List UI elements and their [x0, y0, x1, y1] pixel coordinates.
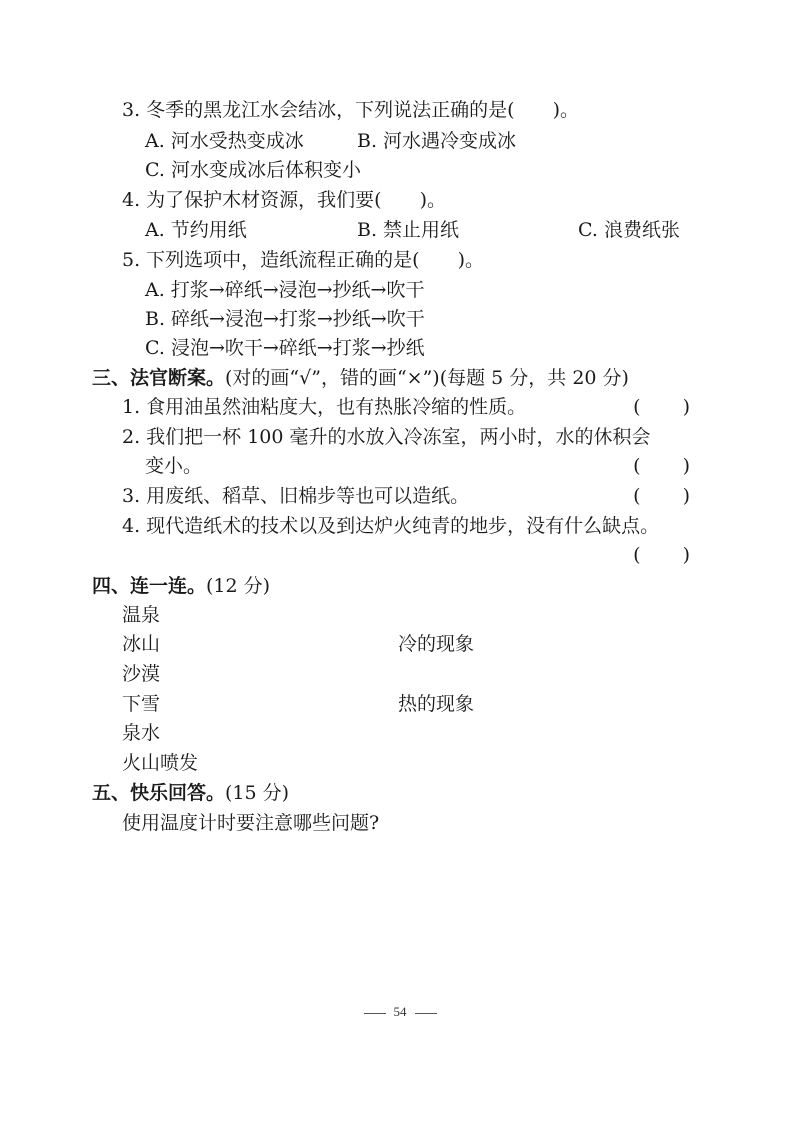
open-question: [0, 808, 800, 838]
match-left-item[interactable]: 温泉: [122, 604, 161, 626]
open-question-text: 使用温度计时要注意哪些问题?: [122, 812, 380, 834]
option-c: C. 浪费纸张: [578, 219, 680, 241]
judge-item-3: [0, 481, 800, 511]
section-score: (12 分): [206, 575, 271, 597]
question-5-option-a: [0, 275, 800, 305]
question-3-options-row: [0, 126, 800, 156]
option-c: C. 浸泡→吹干→碎纸→打浆→抄纸: [145, 337, 425, 359]
option-a: A. 打浆→碎纸→浸泡→抄纸→吹干: [145, 279, 425, 301]
match-left-item[interactable]: 火山喷发: [122, 752, 199, 774]
option-b: B. 河水遇冷变成冰: [357, 130, 517, 152]
section-5-header: [0, 778, 800, 808]
judge-item-2-continued: [0, 451, 800, 481]
question-5-text: 5. 下列选项中，造纸流程正确的是(: [122, 249, 420, 271]
judge-item-4-answer-row: [0, 540, 800, 570]
option-b: B. 禁止用纸: [357, 219, 460, 241]
match-right-item[interactable]: 冷的现象: [398, 633, 475, 655]
option-c: C. 河水变成冰后体积变小: [145, 159, 361, 181]
section-4-header: [0, 571, 800, 601]
match-right-item[interactable]: 热的现象: [398, 693, 475, 715]
judge-item-1: [0, 392, 800, 422]
match-row-3: [0, 659, 800, 689]
question-3-options-row-2: [0, 155, 800, 185]
question-5-option-c: [0, 333, 800, 363]
match-left-item[interactable]: 冰山: [122, 633, 161, 655]
section-title: 四、连一连。: [92, 575, 207, 597]
judge-item-4: [0, 511, 800, 541]
judge-item-text-cont: 变小。: [145, 455, 203, 477]
footer-dash-left: [364, 1013, 386, 1014]
option-a: A. 河水受热变成冰: [145, 130, 304, 152]
judge-item-text: 2. 我们把一杯 100 毫升的水放入冷冻室，两小时，水的休积会: [122, 426, 651, 448]
answer-space[interactable]: [122, 845, 692, 985]
judge-item-text: 1. 食用油虽然油粘度大，也有热胀冷缩的性质。: [122, 396, 527, 418]
question-3-text: 3. 冬季的黑龙江水会结冰，下列说法正确的是(: [122, 99, 515, 121]
question-5-close: )。: [457, 249, 485, 271]
match-row-6: [0, 748, 800, 778]
match-row-5: [0, 718, 800, 748]
section-title: 五、快乐回答。: [92, 782, 226, 804]
match-row-4: [0, 689, 800, 719]
question-4-text: 4. 为了保护木材资源，我们要(: [122, 189, 382, 211]
match-left-item[interactable]: 下雪: [122, 693, 161, 715]
question-4-close: )。: [419, 189, 447, 211]
question-3-stem: [0, 95, 800, 125]
section-title: 三、法官断案。: [92, 367, 226, 389]
question-5-option-b: [0, 304, 800, 334]
answer-parentheses[interactable]: ( ): [633, 455, 690, 477]
answer-parentheses[interactable]: ( ): [633, 485, 690, 507]
question-4-stem: [0, 185, 800, 215]
judge-item-text: 4. 现代造纸术的技术以及到达炉火纯青的地步，没有什么缺点。: [122, 515, 660, 537]
match-row-2: [0, 629, 800, 659]
question-5-stem: [0, 245, 800, 275]
page-footer: [0, 1004, 800, 1020]
answer-parentheses[interactable]: ( ): [633, 396, 690, 418]
section-3-header: [0, 363, 800, 393]
judge-item-text: 3. 用废纸、稻草、旧棉步等也可以造纸。: [122, 485, 470, 507]
option-b: B. 碎纸→浸泡→打浆→抄纸→吹干: [145, 308, 425, 330]
judge-item-2: [0, 422, 800, 452]
question-3-close: )。: [552, 99, 580, 121]
section-score: (15 分): [225, 782, 290, 804]
match-left-item[interactable]: 沙漠: [122, 663, 161, 685]
match-row-1: [0, 600, 800, 630]
page-number: 54: [393, 1004, 407, 1019]
option-a: A. 节约用纸: [145, 219, 247, 241]
footer-dash-right: [415, 1013, 437, 1014]
section-score: (对的画“√”，错的画“×”)(每题 5 分，共 20 分): [225, 367, 629, 389]
question-4-options-row: [0, 215, 800, 245]
match-left-item[interactable]: 泉水: [122, 722, 161, 744]
answer-parentheses[interactable]: ( ): [633, 544, 690, 566]
